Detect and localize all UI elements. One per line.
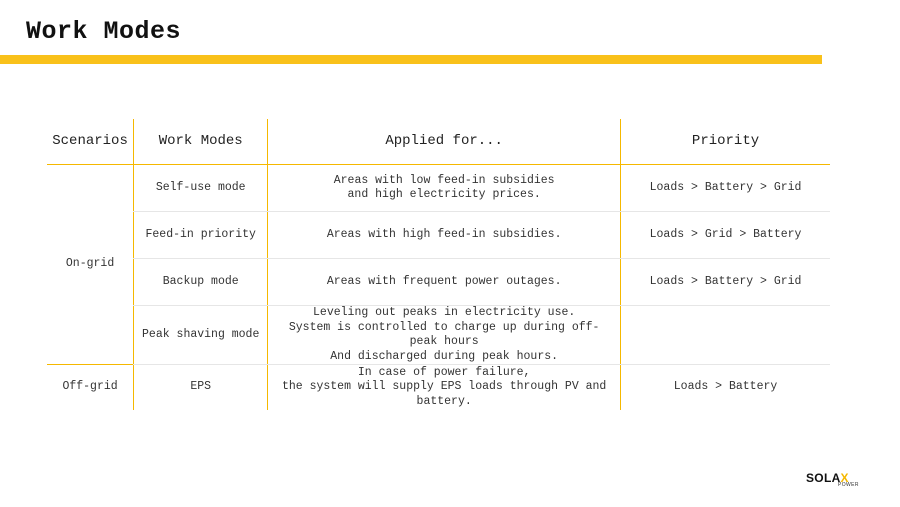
solax-power-logo — [806, 471, 866, 491]
applied-for-line: the system will supply EPS loads through PV and — [281, 380, 607, 394]
header-applied-for: Applied for... — [268, 119, 621, 165]
priority-cell: Loads > Battery > Grid — [621, 165, 830, 212]
logo-text-sub: POWER — [838, 482, 859, 488]
priority-cell: Loads > Grid > Battery — [621, 212, 830, 259]
applied-for-line: Areas with low feed-in subsidies — [333, 173, 555, 187]
mode-cell: Backup mode — [134, 259, 268, 306]
applied-for-cell — [268, 165, 621, 212]
applied-for-line: and high electricity prices. — [347, 188, 541, 201]
scenario-on-grid: On-grid — [65, 257, 115, 271]
priority-cell: Loads > Battery — [621, 365, 830, 411]
header-priority: Priority — [621, 119, 830, 165]
priority-cell: Loads > Battery > Grid — [621, 259, 830, 306]
logo-text-x: X — [840, 471, 849, 485]
applied-for-cell — [268, 259, 621, 306]
mode-cell: Self-use mode — [134, 165, 268, 212]
applied-for-cell — [268, 365, 621, 411]
applied-for-line: And discharged during peak hours. — [330, 349, 559, 363]
applied-for-line: In case of power failure, — [357, 365, 531, 379]
table-row — [47, 306, 830, 365]
logo-text-main: SOLA — [806, 471, 841, 485]
header-scenarios: Scenarios — [47, 119, 134, 165]
table-row — [47, 212, 830, 259]
applied-for-cell — [268, 212, 621, 259]
mode-cell: EPS — [134, 365, 268, 411]
mode-cell: Peak shaving mode — [134, 306, 268, 365]
work-modes-table — [47, 119, 830, 410]
applied-for-line: peak hours — [409, 335, 479, 348]
table-row — [47, 165, 830, 212]
table-header-row — [47, 119, 830, 165]
applied-for-cell — [268, 306, 621, 365]
applied-for-line: Leveling out peaks in electricity use. — [313, 306, 576, 319]
applied-for-line: Areas with high feed-in subsidies. — [326, 227, 562, 241]
title-underline-bar — [0, 55, 822, 64]
priority-cell — [621, 306, 830, 365]
page-title: Work Modes — [26, 17, 182, 46]
table-row — [47, 365, 830, 411]
applied-for-line: System is controlled to charge up during off- — [288, 320, 600, 334]
header-work-modes: Work Modes — [134, 119, 268, 165]
scenario-off-grid: Off-grid — [47, 365, 134, 411]
mode-cell: Feed-in priority — [134, 212, 268, 259]
applied-for-line: Areas with frequent power outages. — [326, 274, 562, 288]
applied-for-line: battery. — [416, 394, 472, 408]
table-row — [47, 259, 830, 306]
